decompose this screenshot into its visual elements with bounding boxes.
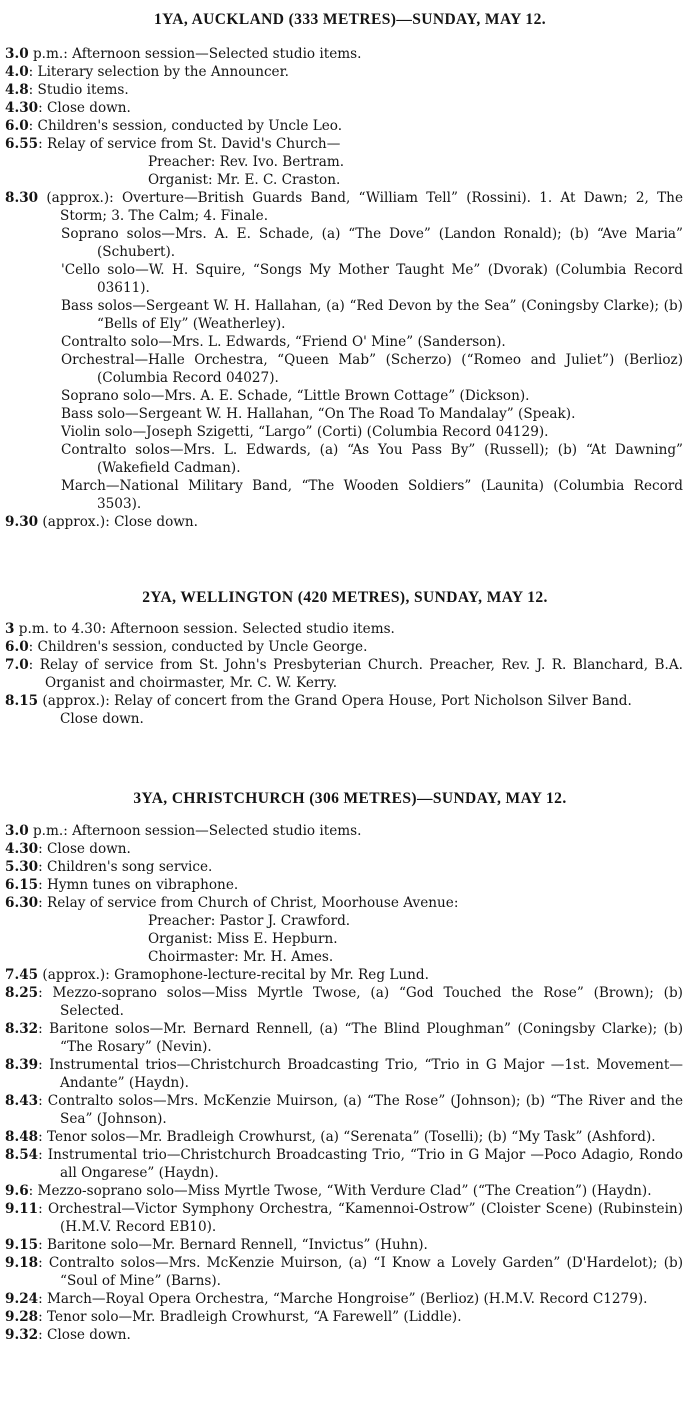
programme-item: 'Cello solo—W. H. Squire, “Songs My Mother Taught Me” (Dvorak) (Columbia Record 03611). [61,262,683,296]
programme-entry [5,876,683,894]
entry-text: : Relay of service from St. David's Church— [38,136,341,152]
programme-item: Orchestral—Halle Orchestra, “Queen Mab” (Scherzo) (“Romeo and Juliet”) (Berlioz) (Columbia Record 04027). [61,352,683,386]
programme-entry [5,840,683,858]
programme-item: Violin solo—Joseph Szigetti, “Largo” (Corti) (Columbia Record 04129). [61,424,549,440]
entry-text: : Tenor solos—Mr. Bradleigh Crowhurst, (a) “Serenata” (Toselli); (b) “My Task” (Ashford). [38,1129,656,1145]
programme-item: Contralto solos—Mrs. L. Edwards, (a) “As You Pass By” (Russell); (b) “At Dawning” (Wakefield Cadman). [61,442,683,476]
station-heading-3ya: 3YA, CHRISTCHURCH (306 METRES)—SUNDAY, MAY 12. [133,790,567,807]
entry-text: : Instrumental trio—Christchurch Broadcasting Trio, “Trio in G Major —Poco Adagio, Rondo all Ongarese” (Haydn). [38,1147,683,1181]
programme-entry [5,513,683,531]
entry-text: : March—Royal Opera Orchestra, “Marche Hongroise” (Berlioz) (H.M.V. Record C1279). [38,1291,648,1307]
entry-text: : Tenor solo—Mr. Bradleigh Crowhurst, “A Farewell” (Liddle). [38,1309,462,1325]
entry-time: 6.15 [5,877,39,893]
entry-text: : Children's session, conducted by Uncle George. [28,639,368,655]
programme-entry [5,656,683,692]
entry-time: 7.45 [5,967,39,983]
entry-text: : Contralto solos—Mrs. McKenzie Muirson, (a) “I Know a Lovely Garden” (D'Hardelot); (b) “Soul of Mine” (Barns). [38,1255,683,1289]
programme-entry [5,135,683,153]
entry-time: 5.30 [5,859,39,875]
entry-text: : Baritone solos—Mr. Bernard Rennell, (a) “The Blind Ploughman” (Coningsby Clarke); (b) “The Rosary” (Nevin). [38,1021,683,1055]
programme-entry [5,1128,683,1146]
entry-time: 3.0 [5,823,29,839]
programme-3ya [5,822,683,1344]
programme-item: Contralto solo—Mrs. L. Edwards, “Friend O' Mine” (Sanderson). [61,334,506,350]
entry-time: 8.43 [5,1093,39,1109]
entry-time: 9.18 [5,1255,39,1271]
entry-text: : Instrumental trios—Christchurch Broadcasting Trio, “Trio in G Major —1st. Movement—Andante” (Haydn). [38,1057,683,1091]
programme-1ya [5,45,683,531]
entry-time: 6.0 [5,118,29,134]
programme-entry [5,1200,683,1236]
programme-entry [5,966,683,984]
entry-time: 9.30 [5,514,39,530]
entry-time: 6.55 [5,136,39,152]
entry-text: (approx.): Gramophone-lecture-recital by Mr. Reg Lund. [38,967,429,983]
service-credit: Choirmaster: Mr. H. Ames. [148,949,334,965]
entry-text: : Close down. [38,841,131,857]
programme-entry [5,81,683,99]
entry-time: 8.39 [5,1057,39,1073]
programme-entry [5,1182,683,1200]
entry-text: : Children's session, conducted by Uncle Leo. [28,118,343,134]
entry-text: : Orchestral—Victor Symphony Orchestra, “Kamennoi-Ostrow” (Cloister Scene) (Rubinstein) (H.M.V. Record EB10). [38,1201,683,1235]
entry-text: : Hymn tunes on vibraphone. [38,877,239,893]
entry-time: 9.11 [5,1201,39,1217]
programme-entry [5,1326,683,1344]
entry-text: (approx.): Relay of concert from the Grand Opera House, Port Nicholson Silver Band. [38,693,632,709]
entry-text: : Close down. [38,1327,131,1343]
entry-time: 9.6 [5,1183,29,1199]
programme-item: March—National Military Band, “The Wooden Soldiers” (Launita) (Columbia Record 3503). [61,478,683,512]
entry-text: : Mezzo-soprano solo—Miss Myrtle Twose, “With Verdure Clad” (“The Creation”) (Haydn). [28,1183,652,1199]
programme-entry [5,1056,683,1092]
entry-time: 9.32 [5,1327,39,1343]
entry-text: p.m. to 4.30: Afternoon session. Selected studio items. [14,621,395,637]
entry-text: p.m.: Afternoon session—Selected studio items. [28,823,362,839]
entry-time: 3.0 [5,46,29,62]
entry-time: 4.30 [5,841,39,857]
programme-item: Bass solo—Sergeant W. H. Hallahan, “On The Road To Mandalay” (Speak). [61,406,576,422]
entry-time: 9.24 [5,1291,39,1307]
entry-time: 4.0 [5,64,29,80]
programme-2ya [5,620,683,728]
entry-time: 9.15 [5,1237,39,1253]
programme-entry [5,1092,683,1128]
entry-time: 8.48 [5,1129,39,1145]
entry-text: : Relay of service from Church of Christ, Moorhouse Avenue: [38,895,459,911]
programme-entry [5,894,683,912]
programme-entry [5,63,683,81]
entry-time: 3 [5,621,15,637]
service-credit: Organist: Mr. E. C. Craston. [148,172,341,188]
service-credit: Preacher: Rev. Ivo. Bertram. [148,154,345,170]
entry-text: : Children's song service. [38,859,213,875]
entry-text: (approx.): Close down. [38,514,198,530]
programme-entry [5,45,683,63]
station-heading-2ya: 2YA, WELLINGTON (420 METRES), SUNDAY, MAY 12. [142,589,548,606]
entry-text: : Literary selection by the Announcer. [28,64,289,80]
programme-entry [5,1020,683,1056]
programme-entry [5,822,683,840]
entry-text: p.m.: Afternoon session—Selected studio items. [28,46,362,62]
entry-time: 8.25 [5,985,39,1001]
programme-item: Soprano solos—Mrs. A. E. Schade, (a) “The Dove” (Landon Ronald); (b) “Ave Maria” (Schubert). [61,226,683,260]
programme-entry [5,1290,683,1308]
entry-text: : Contralto solos—Mrs. McKenzie Muirson, (a) “The Rose” (Johnson); (b) “The River and the Sea” (Johnson). [38,1093,683,1127]
service-credit: Organist: Miss E. Hepburn. [148,931,338,947]
entry-text: : Relay of service from St. John's Presbyterian Church. Preacher, Rev. J. R. Blanchard, B.A. Organist and choirmaster, Mr. C. W. Kerry. [28,657,683,691]
service-credit: Preacher: Pastor J. Crawford. [148,913,351,929]
entry-time: 8.32 [5,1021,39,1037]
entry-text: (approx.): Overture—British Guards Band, “William Tell” (Rossini). 1. At Dawn; 2, The Storm; 3. The Calm; 4. Finale. [38,190,683,224]
entry-text: : Close down. [38,100,131,116]
programme-entry [5,117,683,135]
programme-entry [5,858,683,876]
entry-time: 9.28 [5,1309,39,1325]
entry-text: : Baritone solo—Mr. Bernard Rennell, “Invictus” (Huhn). [38,1237,428,1253]
entry-time: 4.30 [5,100,39,116]
programme-entry [5,620,683,638]
entry-text: : Mezzo-soprano solos—Miss Myrtle Twose, (a) “God Touched the Rose” (Brown); (b) Selected. [38,985,683,1019]
entry-time: 8.30 [5,190,39,206]
entry-time: 6.0 [5,639,29,655]
entry-time: 4.8 [5,82,29,98]
station-heading-1ya: 1YA, AUCKLAND (333 METRES)—SUNDAY, MAY 12. [153,11,546,28]
programme-entry [5,692,683,710]
entry-time: 6.30 [5,895,39,911]
programme-entry [5,1146,683,1182]
programme-entry [5,189,683,225]
entry-text: : Studio items. [28,82,129,98]
programme-item: Soprano solo—Mrs. A. E. Schade, “Little Brown Cottage” (Dickson). [61,388,530,404]
programme-item: Bass solos—Sergeant W. H. Hallahan, (a) “Red Devon by the Sea” (Coningsby Clarke); (b) “Bells of Ely” (Weatherley). [61,298,683,332]
programme-entry [5,984,683,1020]
entry-time: 8.54 [5,1147,39,1163]
programme-entry [5,1308,683,1326]
entry-time: 8.15 [5,693,39,709]
programme-entry [5,1236,683,1254]
entry-time: 7.0 [5,657,29,673]
programme-entry [5,638,683,656]
close-down-line: Close down. [60,711,144,727]
programme-entry [5,1254,683,1290]
programme-entry [5,99,683,117]
